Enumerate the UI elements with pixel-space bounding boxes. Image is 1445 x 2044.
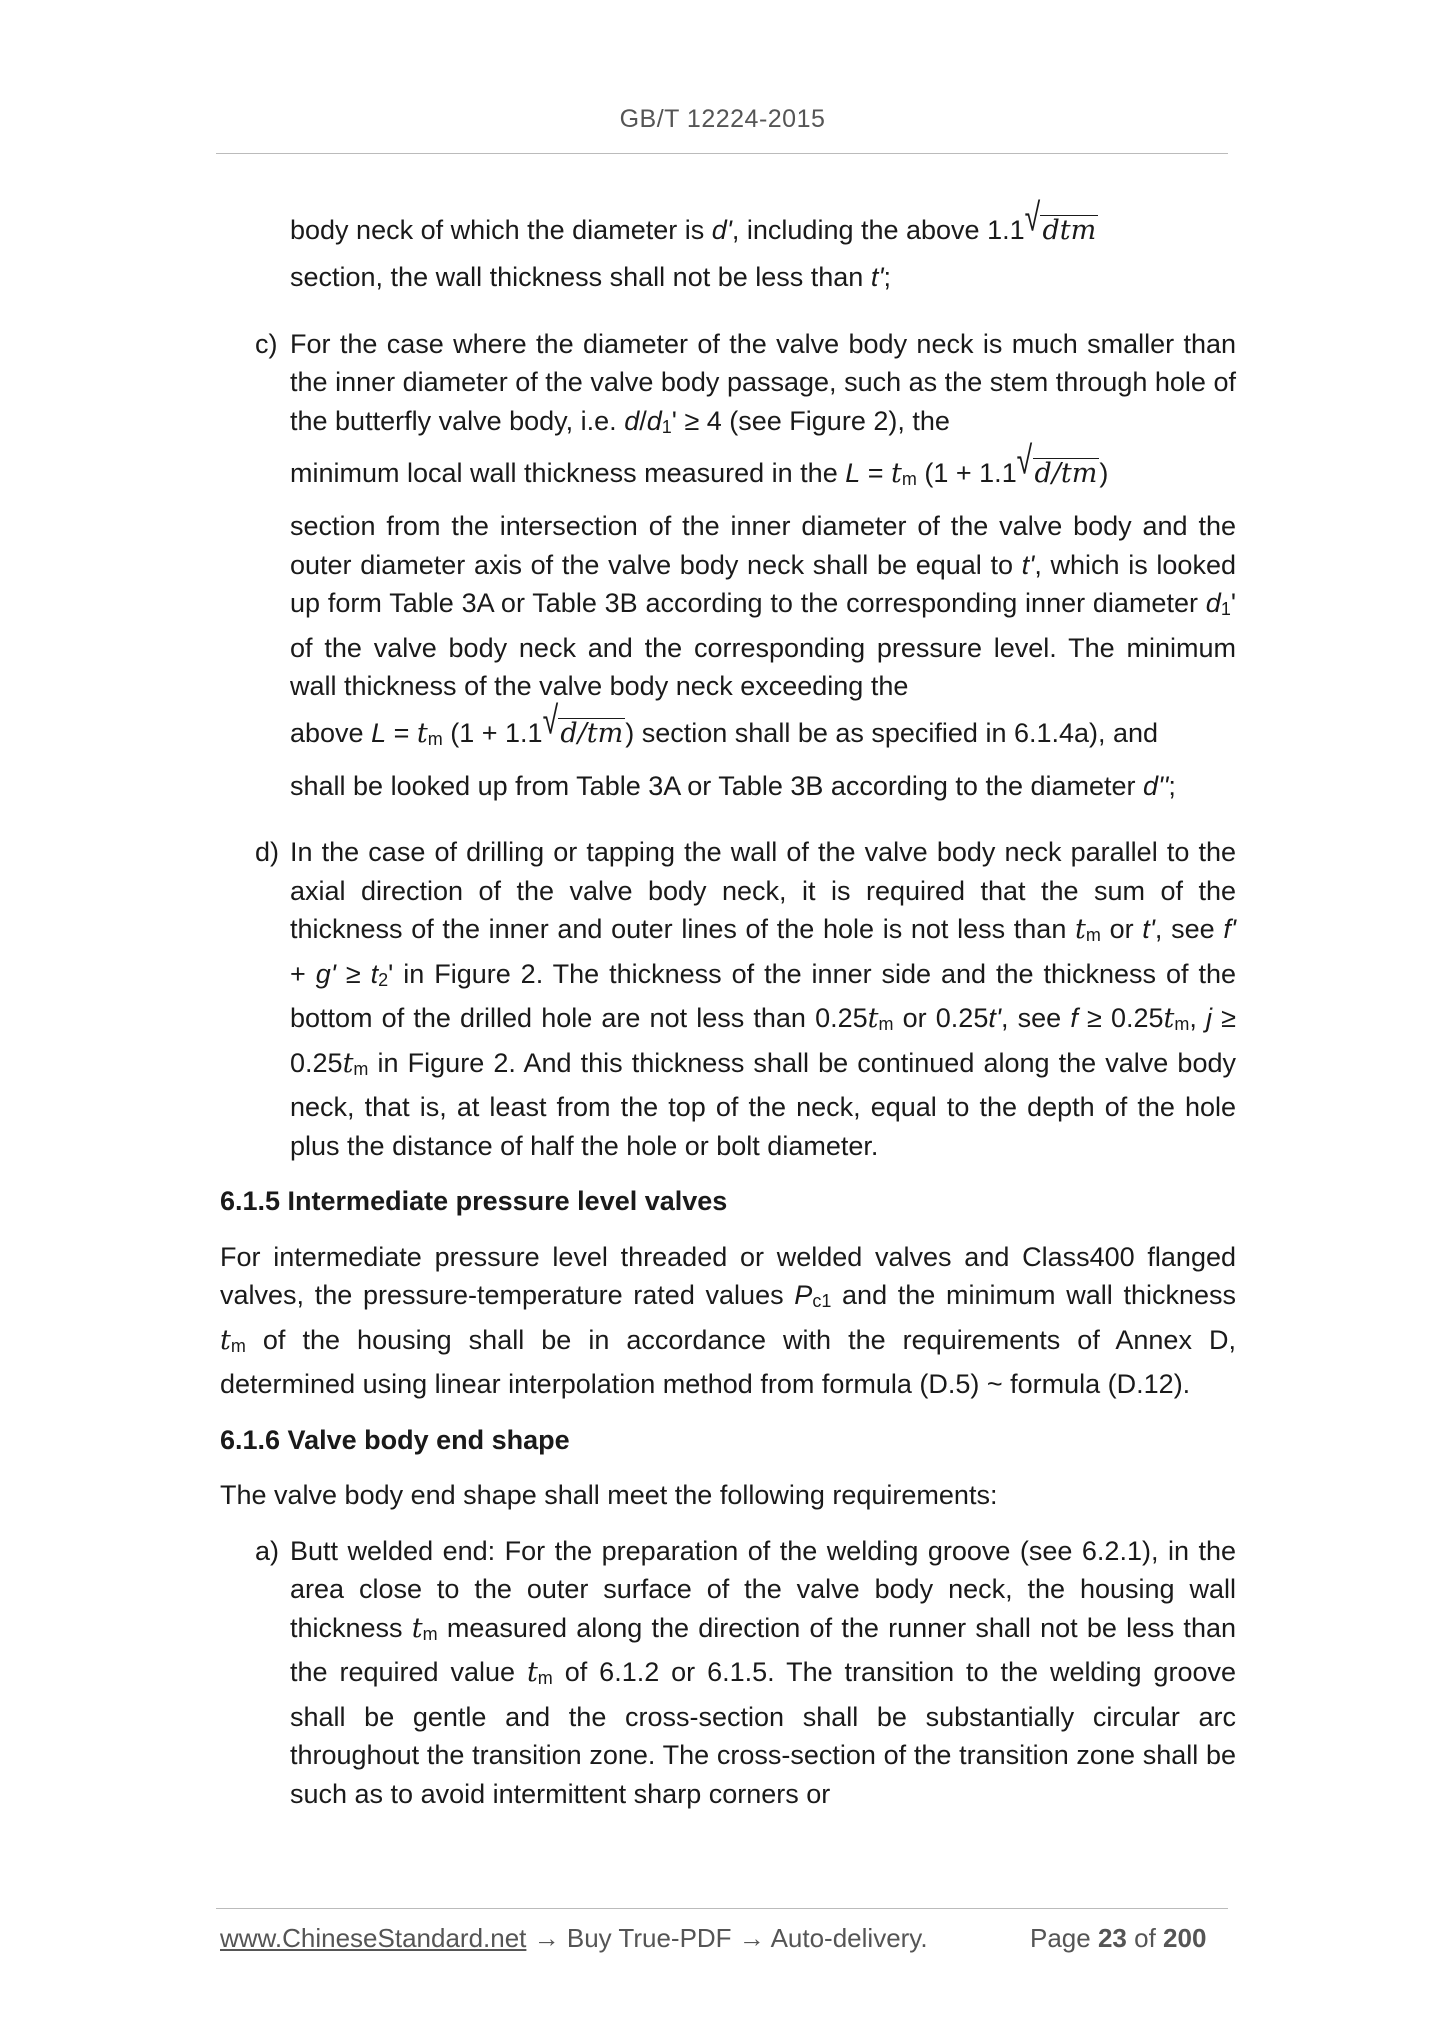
website-link[interactable]: www.ChineseStandard.net — [220, 1923, 527, 1953]
item-c-text-4: above $L = t_m$ (1 + 1.1√d/tm) section shall be as specified in 6.1.4a), and — [290, 706, 1236, 767]
sqrt-formula: √d/tm — [1016, 438, 1098, 489]
section-heading-6-1-5: 6.1.5 Intermediate pressure level valves — [220, 1186, 728, 1216]
document-id-header: GB/T 12224-2015 — [619, 105, 826, 133]
item-c-text-2: minimum local wall thickness measured in the $L = t_m$ (1 + 1.1√d/tm) — [290, 446, 1236, 507]
list-label: a) — [255, 1535, 280, 1566]
sqrt-formula: √dtm — [1024, 195, 1097, 246]
list-label: c) — [255, 328, 278, 359]
list-item-c — [220, 325, 1236, 806]
list-item-d — [220, 833, 1236, 1165]
item-a-text: Butt welded end: For the preparation of the welding groove (see 6.2.1), in the area close to the outer surface of the valve body neck, the housing wall thickness $t_m$ measured along the direction of the runner shall not be less than the required value $t_m$ of 6.1.2 or 6.1.5. The transition to the welding groove shall be gentle and the cross-section shall be substantially circular arc throughout the transition zone. The cross-section of the transition zone shall be such as to avoid intermittent sharp corners or — [290, 1535, 1236, 1809]
of-word: of — [1134, 1923, 1156, 1953]
footer — [220, 1923, 928, 1954]
current-page-number: 23 — [1097, 1923, 1127, 1953]
section-heading-6-1-6: 6.1.6 Valve body end shape — [220, 1424, 570, 1455]
header-divider — [216, 153, 1228, 154]
list-label: d) — [255, 837, 280, 867]
item-c-text-1: For the case where the diameter of the valve body neck is much smaller than the inner diameter of the valve body passage, such as the stem through hole of the butterfly valve body, i.e. $d/d_1' \ge 4$ (see Figure 2), the — [290, 328, 1236, 437]
paragraph-item-b-end: section, the wall thickness shall not be less than t'; — [290, 262, 891, 292]
footer-promo-text: → Buy True-PDF → Auto-delivery. — [526, 1923, 928, 1953]
total-pages-number: 200 — [1163, 1923, 1207, 1953]
page-word: Page — [1030, 1923, 1091, 1953]
page-indicator — [1030, 1923, 1206, 1954]
section-6-1-5-body: For intermediate pressure level threaded or welded valves and Class400 flanged valves, the pressure-temperature rated values $P_{c1}$ and the minimum wall thickness $t_m$ of the housing shall be in accordance with the requirements of Annex D, determined using linear interpolation method from formula (D.5) ~ formula (D.12). — [220, 1241, 1236, 1399]
item-d-text: In the case of drilling or tapping the wall of the valve body neck parallel to the axial direction of the valve body neck, it is required that the sum of the thickness of the inner and outer lines of the hole is not less than $t_m$ or t', see $f' + g' \ge t_2'$ in Figure 2. The thickness of the inner side and the thickness of the bottom of the drilled hole are not less than $0.25t_m$ or 0.25t', see $f \ge 0.25t_m$, $j \ge 0.25t_m$ in Figure 2. And this thickness shall be continued along the valve body neck, that is, at least from the top of the neck, equal to the depth of the hole plus the distance of half the hole or bolt diameter. — [290, 837, 1236, 1161]
sqrt-formula: √d/tm — [542, 698, 624, 749]
section-6-1-6-intro: The valve body end shape shall meet the following requirements: — [220, 1480, 998, 1510]
item-c-text-3: section from the intersection of the inner diameter of the valve body and the outer diameter axis of the valve body neck shall be equal to t', which is looked up form Table 3A or Table 3B according to the corresponding inner diameter $d_1'$ of the valve body neck and the corresponding pressure level. The minimum wall thickness of the valve body neck exceeding the — [290, 511, 1236, 701]
paragraph-item-b-continued: body neck of which the diameter is d', including the above 1.1√dtm — [220, 203, 1236, 258]
list-item-a — [220, 1532, 1236, 1814]
footer-divider — [216, 1908, 1228, 1909]
item-c-text-5: shall be looked up from Table 3A or Table 3B according to the diameter d''; — [290, 770, 1176, 801]
page-content — [220, 195, 1236, 1813]
